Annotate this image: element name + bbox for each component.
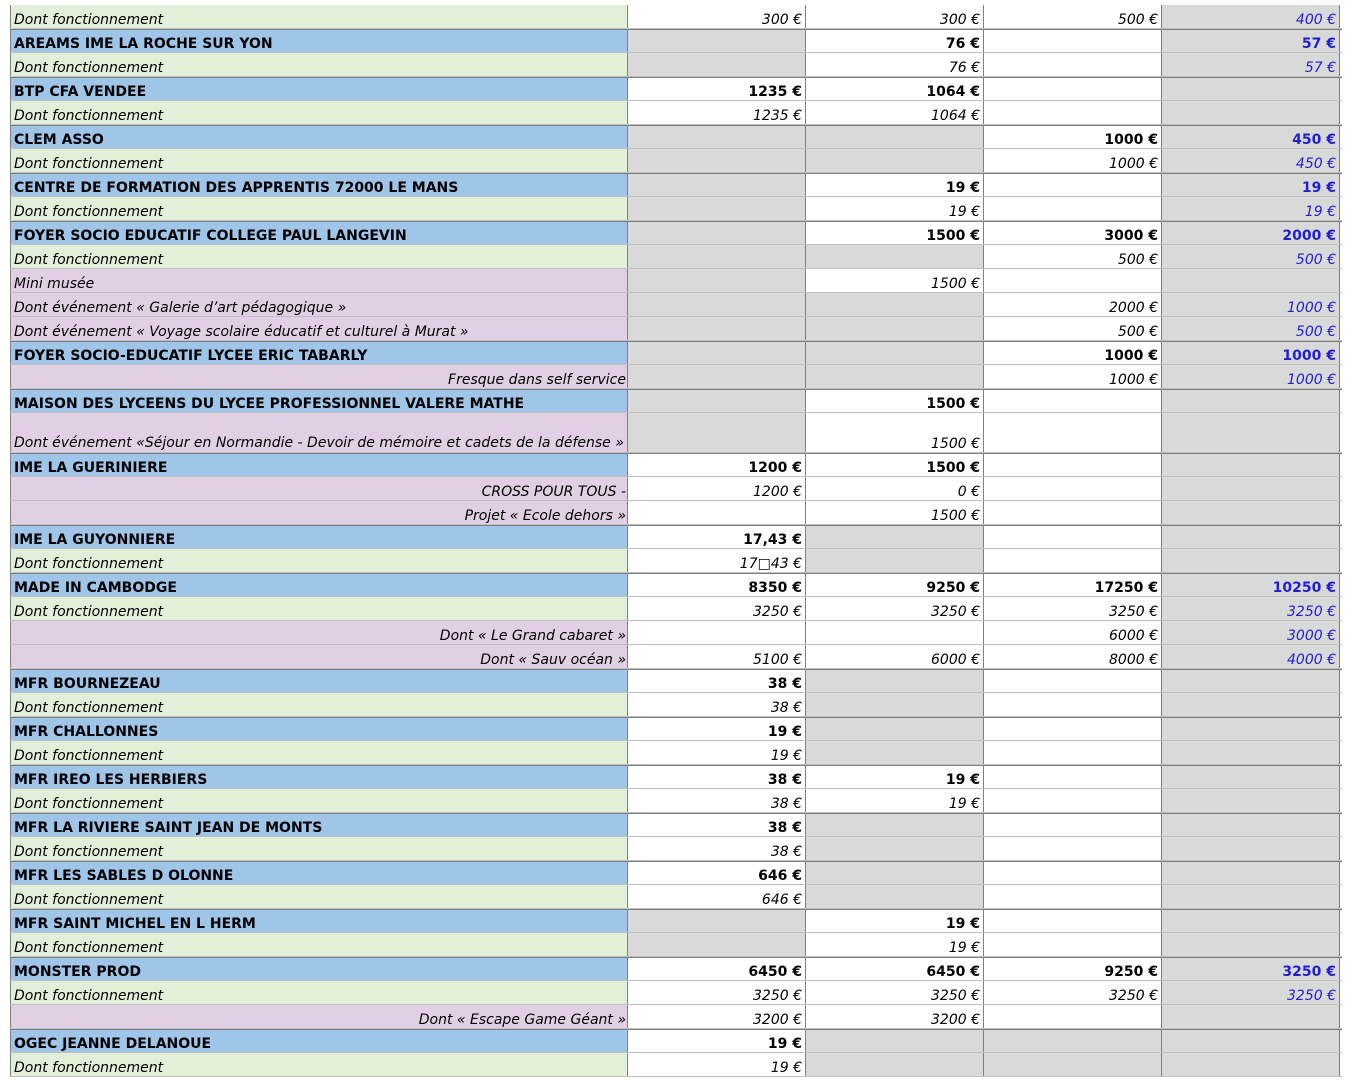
value-cell-col4[interactable]: 450 € bbox=[1162, 149, 1340, 172]
value-cell-col3[interactable] bbox=[984, 1005, 1162, 1028]
value-cell-col3[interactable] bbox=[984, 53, 1162, 76]
row-label[interactable]: IME LA GUERINIERE bbox=[10, 454, 628, 476]
value-cell-col2[interactable] bbox=[806, 549, 984, 572]
row-label[interactable]: Dont événement « Voyage scolaire éducatif et culturel à Murat » bbox=[10, 317, 628, 340]
value-cell-col2[interactable] bbox=[806, 526, 984, 548]
row-label[interactable]: FOYER SOCIO-EDUCATIF LYCEE ERIC TABARLY bbox=[10, 342, 628, 364]
value-cell-col3[interactable]: 1000 € bbox=[984, 149, 1162, 172]
row-label[interactable]: Dont fonctionnement bbox=[10, 837, 628, 860]
value-cell-col4[interactable] bbox=[1162, 1053, 1340, 1076]
value-cell-col1[interactable] bbox=[628, 342, 806, 364]
value-cell-col1[interactable]: 38 € bbox=[628, 789, 806, 812]
value-cell-col1[interactable]: 3250 € bbox=[628, 981, 806, 1004]
row-label[interactable]: Dont fonctionnement bbox=[10, 933, 628, 956]
value-cell-col1[interactable]: 3200 € bbox=[628, 1005, 806, 1028]
value-cell-col2[interactable] bbox=[806, 245, 984, 268]
value-cell-col1[interactable]: 1200 € bbox=[628, 454, 806, 476]
detail-row bbox=[10, 293, 1342, 317]
value-cell-col4[interactable]: 3250 € bbox=[1162, 981, 1340, 1004]
value-cell-col1[interactable]: 38 € bbox=[628, 837, 806, 860]
value-cell-col1[interactable] bbox=[628, 30, 806, 52]
detail-row bbox=[10, 477, 1342, 501]
value-cell-col4[interactable]: 3250 € bbox=[1162, 958, 1340, 980]
value-cell-col3[interactable] bbox=[984, 1053, 1162, 1076]
row-label[interactable]: MAISON DES LYCEENS DU LYCEE PROFESSIONNEL VALERE MATHE bbox=[10, 390, 628, 412]
value-cell-col3[interactable]: 1000 € bbox=[984, 365, 1162, 388]
value-cell-col3[interactable] bbox=[984, 1030, 1162, 1052]
value-cell-col4[interactable] bbox=[1162, 390, 1340, 412]
value-cell-col4[interactable] bbox=[1162, 885, 1340, 908]
value-cell-col3[interactable] bbox=[984, 933, 1162, 956]
organization-row bbox=[10, 77, 1342, 101]
value-cell-col2[interactable]: 300 € bbox=[806, 5, 984, 28]
organization-row bbox=[10, 573, 1342, 597]
value-cell-col2[interactable] bbox=[806, 741, 984, 764]
value-cell-col3[interactable] bbox=[984, 670, 1162, 692]
detail-row bbox=[10, 981, 1342, 1005]
value-cell-col1[interactable]: 1235 € bbox=[628, 101, 806, 124]
value-cell-col2[interactable] bbox=[806, 126, 984, 148]
value-cell-col2[interactable]: 1064 € bbox=[806, 78, 984, 100]
detail-row bbox=[10, 197, 1342, 221]
row-label[interactable]: Projet « Ecole dehors » bbox=[10, 501, 628, 524]
organization-row bbox=[10, 717, 1342, 741]
value-cell-col4[interactable]: 19 € bbox=[1162, 174, 1340, 196]
value-cell-col3[interactable] bbox=[984, 197, 1162, 220]
value-cell-col4[interactable] bbox=[1162, 101, 1340, 124]
value-cell-col4[interactable] bbox=[1162, 837, 1340, 860]
value-cell-col2[interactable]: 19 € bbox=[806, 910, 984, 932]
row-label[interactable]: IME LA GUYONNIERE bbox=[10, 526, 628, 548]
value-cell-col1[interactable]: 19 € bbox=[628, 1053, 806, 1076]
value-cell-col3[interactable]: 1000 € bbox=[984, 126, 1162, 148]
value-cell-col2[interactable] bbox=[806, 837, 984, 860]
detail-row bbox=[10, 53, 1342, 77]
value-cell-col4[interactable] bbox=[1162, 693, 1340, 716]
value-cell-col2[interactable] bbox=[806, 1030, 984, 1052]
value-cell-col2[interactable] bbox=[806, 1053, 984, 1076]
value-cell-col2[interactable] bbox=[806, 862, 984, 884]
value-cell-col1[interactable]: 17,43 € bbox=[628, 526, 806, 548]
detail-row bbox=[10, 621, 1342, 645]
value-cell-col3[interactable] bbox=[984, 693, 1162, 716]
value-cell-col2[interactable] bbox=[806, 718, 984, 740]
value-cell-col1[interactable]: 1235 € bbox=[628, 78, 806, 100]
row-label[interactable]: AREAMS IME LA ROCHE SUR YON bbox=[10, 30, 628, 52]
row-label[interactable]: Dont fonctionnement bbox=[10, 5, 628, 28]
value-cell-col1[interactable]: 38 € bbox=[628, 814, 806, 836]
value-cell-col4[interactable]: 1000 € bbox=[1162, 365, 1340, 388]
value-cell-col2[interactable]: 1064 € bbox=[806, 101, 984, 124]
value-cell-col2[interactable]: 3250 € bbox=[806, 597, 984, 620]
value-cell-col1[interactable] bbox=[628, 413, 806, 452]
value-cell-col1[interactable]: 8350 € bbox=[628, 574, 806, 596]
row-label[interactable]: Dont fonctionnement bbox=[10, 197, 628, 220]
value-cell-col1[interactable] bbox=[628, 245, 806, 268]
value-cell-col2[interactable]: 0 € bbox=[806, 477, 984, 500]
value-cell-col1[interactable]: 17□43 € bbox=[628, 549, 806, 572]
organization-row bbox=[10, 341, 1342, 365]
value-cell-col4[interactable]: 57 € bbox=[1162, 30, 1340, 52]
value-cell-col4[interactable] bbox=[1162, 862, 1340, 884]
value-cell-col2[interactable] bbox=[806, 365, 984, 388]
organization-row bbox=[10, 173, 1342, 197]
value-cell-col4[interactable] bbox=[1162, 933, 1340, 956]
value-cell-col4[interactable]: 3000 € bbox=[1162, 621, 1340, 644]
value-cell-col3[interactable]: 3250 € bbox=[984, 597, 1162, 620]
value-cell-col1[interactable] bbox=[628, 910, 806, 932]
row-label[interactable]: Dont fonctionnement bbox=[10, 101, 628, 124]
row-label[interactable]: Fresque dans self service bbox=[10, 365, 628, 388]
value-cell-col1[interactable] bbox=[628, 149, 806, 172]
detail-row bbox=[10, 549, 1342, 573]
value-cell-col4[interactable]: 1000 € bbox=[1162, 342, 1340, 364]
value-cell-col2[interactable] bbox=[806, 814, 984, 836]
detail-row bbox=[10, 149, 1342, 173]
row-label[interactable]: MONSTER PROD bbox=[10, 958, 628, 980]
value-cell-col2[interactable]: 6000 € bbox=[806, 645, 984, 668]
row-label[interactable]: MADE IN CAMBODGE bbox=[10, 574, 628, 596]
organization-row bbox=[10, 765, 1342, 789]
value-cell-col2[interactable]: 1500 € bbox=[806, 269, 984, 292]
value-cell-col3[interactable] bbox=[984, 390, 1162, 412]
value-cell-col4[interactable] bbox=[1162, 718, 1340, 740]
value-cell-col2[interactable]: 19 € bbox=[806, 197, 984, 220]
detail-row bbox=[10, 245, 1342, 269]
value-cell-col1[interactable]: 646 € bbox=[628, 862, 806, 884]
value-cell-col2[interactable]: 1500 € bbox=[806, 222, 984, 244]
value-cell-col2[interactable] bbox=[806, 293, 984, 316]
value-cell-col1[interactable]: 1200 € bbox=[628, 477, 806, 500]
value-cell-col3[interactable]: 500 € bbox=[984, 245, 1162, 268]
value-cell-col4[interactable] bbox=[1162, 413, 1340, 452]
detail-row bbox=[10, 837, 1342, 861]
row-label[interactable]: Dont « Sauv océan » bbox=[10, 645, 628, 668]
value-cell-col1[interactable]: 19 € bbox=[628, 1030, 806, 1052]
value-cell-col4[interactable] bbox=[1162, 1030, 1340, 1052]
value-cell-col3[interactable] bbox=[984, 766, 1162, 788]
organization-row bbox=[10, 29, 1342, 53]
value-cell-col1[interactable]: 38 € bbox=[628, 670, 806, 692]
value-cell-col1[interactable] bbox=[628, 269, 806, 292]
value-cell-col3[interactable] bbox=[984, 741, 1162, 764]
value-cell-col1[interactable] bbox=[628, 933, 806, 956]
row-label[interactable]: MFR LES SABLES D OLONNE bbox=[10, 862, 628, 884]
value-cell-col1[interactable] bbox=[628, 222, 806, 244]
value-cell-col1[interactable]: 6450 € bbox=[628, 958, 806, 980]
row-label[interactable]: Dont fonctionnement bbox=[10, 981, 628, 1004]
value-cell-col1[interactable]: 646 € bbox=[628, 885, 806, 908]
spreadsheet-table bbox=[10, 5, 1342, 1077]
value-cell-col3[interactable] bbox=[984, 501, 1162, 524]
value-cell-col1[interactable]: 300 € bbox=[628, 5, 806, 28]
value-cell-col1[interactable] bbox=[628, 365, 806, 388]
value-cell-col2[interactable]: 19 € bbox=[806, 789, 984, 812]
value-cell-col1[interactable] bbox=[628, 126, 806, 148]
value-cell-col3[interactable] bbox=[984, 174, 1162, 196]
value-cell-col3[interactable]: 17250 € bbox=[984, 574, 1162, 596]
detail-row bbox=[10, 101, 1342, 125]
value-cell-col2[interactable]: 1500 € bbox=[806, 390, 984, 412]
value-cell-col4[interactable] bbox=[1162, 269, 1340, 292]
value-cell-col3[interactable] bbox=[984, 549, 1162, 572]
row-label[interactable]: Dont fonctionnement bbox=[10, 741, 628, 764]
detail-row bbox=[10, 693, 1342, 717]
value-cell-col2[interactable]: 1500 € bbox=[806, 454, 984, 476]
value-cell-col3[interactable] bbox=[984, 885, 1162, 908]
value-cell-col2[interactable] bbox=[806, 342, 984, 364]
value-cell-col4[interactable]: 19 € bbox=[1162, 197, 1340, 220]
value-cell-col1[interactable]: 19 € bbox=[628, 741, 806, 764]
value-cell-col4[interactable]: 4000 € bbox=[1162, 645, 1340, 668]
value-cell-col2[interactable] bbox=[806, 621, 984, 644]
value-cell-col3[interactable] bbox=[984, 78, 1162, 100]
value-cell-col1[interactable]: 19 € bbox=[628, 718, 806, 740]
value-cell-col3[interactable] bbox=[984, 837, 1162, 860]
value-cell-col3[interactable]: 500 € bbox=[984, 5, 1162, 28]
row-label[interactable]: Dont « Escape Game Géant » bbox=[10, 1005, 628, 1028]
value-cell-col3[interactable]: 1000 € bbox=[984, 342, 1162, 364]
value-cell-col4[interactable]: 500 € bbox=[1162, 317, 1340, 340]
value-cell-col3[interactable]: 3000 € bbox=[984, 222, 1162, 244]
detail-row bbox=[10, 501, 1342, 525]
row-label[interactable]: CLEM ASSO bbox=[10, 126, 628, 148]
value-cell-col4[interactable]: 1000 € bbox=[1162, 293, 1340, 316]
value-cell-col4[interactable] bbox=[1162, 670, 1340, 692]
row-label[interactable]: Dont « Le Grand cabaret » bbox=[10, 621, 628, 644]
value-cell-col4[interactable]: 450 € bbox=[1162, 126, 1340, 148]
value-cell-col3[interactable] bbox=[984, 413, 1162, 452]
row-label[interactable]: Dont fonctionnement bbox=[10, 693, 628, 716]
value-cell-col1[interactable]: 38 € bbox=[628, 766, 806, 788]
value-cell-col1[interactable]: 38 € bbox=[628, 693, 806, 716]
row-label[interactable]: Dont fonctionnement bbox=[10, 149, 628, 172]
row-label[interactable]: Dont fonctionnement bbox=[10, 53, 628, 76]
value-cell-col3[interactable] bbox=[984, 526, 1162, 548]
detail-row bbox=[10, 5, 1342, 29]
row-label[interactable]: CENTRE DE FORMATION DES APPRENTIS 72000 LE MANS bbox=[10, 174, 628, 196]
organization-row bbox=[10, 221, 1342, 245]
row-label[interactable]: Dont fonctionnement bbox=[10, 245, 628, 268]
row-label[interactable]: Dont fonctionnement bbox=[10, 597, 628, 620]
value-cell-col3[interactable]: 9250 € bbox=[984, 958, 1162, 980]
value-cell-col2[interactable]: 19 € bbox=[806, 174, 984, 196]
organization-row bbox=[10, 957, 1342, 981]
value-cell-col3[interactable] bbox=[984, 454, 1162, 476]
value-cell-col4[interactable] bbox=[1162, 910, 1340, 932]
value-cell-col1[interactable]: 3250 € bbox=[628, 597, 806, 620]
value-cell-col2[interactable]: 1500 € bbox=[806, 501, 984, 524]
detail-row bbox=[10, 645, 1342, 669]
row-label[interactable]: MFR SAINT MICHEL EN L HERM bbox=[10, 910, 628, 932]
detail-row bbox=[10, 789, 1342, 813]
value-cell-col2[interactable]: 3250 € bbox=[806, 981, 984, 1004]
value-cell-col4[interactable] bbox=[1162, 501, 1340, 524]
value-cell-col2[interactable] bbox=[806, 317, 984, 340]
value-cell-col4[interactable] bbox=[1162, 454, 1340, 476]
row-label[interactable]: MFR CHALLONNES bbox=[10, 718, 628, 740]
value-cell-col3[interactable] bbox=[984, 30, 1162, 52]
row-label[interactable]: Dont événement « Galerie d’art pédagogique » bbox=[10, 293, 628, 316]
value-cell-col1[interactable] bbox=[628, 317, 806, 340]
value-cell-col2[interactable]: 76 € bbox=[806, 30, 984, 52]
value-cell-col4[interactable]: 10250 € bbox=[1162, 574, 1340, 596]
value-cell-col2[interactable]: 19 € bbox=[806, 933, 984, 956]
row-label[interactable]: BTP CFA VENDEE bbox=[10, 78, 628, 100]
detail-row bbox=[10, 413, 1342, 453]
value-cell-col1[interactable] bbox=[628, 174, 806, 196]
value-cell-col2[interactable]: 76 € bbox=[806, 53, 984, 76]
organization-row bbox=[10, 125, 1342, 149]
value-cell-col2[interactable]: 3200 € bbox=[806, 1005, 984, 1028]
value-cell-col3[interactable] bbox=[984, 789, 1162, 812]
value-cell-col3[interactable]: 6000 € bbox=[984, 621, 1162, 644]
value-cell-col1[interactable]: 5100 € bbox=[628, 645, 806, 668]
value-cell-col1[interactable] bbox=[628, 293, 806, 316]
detail-row bbox=[10, 933, 1342, 957]
value-cell-col3[interactable] bbox=[984, 814, 1162, 836]
row-label[interactable]: CROSS POUR TOUS - bbox=[10, 477, 628, 500]
row-label[interactable]: OGEC JEANNE DELANOUE bbox=[10, 1030, 628, 1052]
value-cell-col3[interactable] bbox=[984, 862, 1162, 884]
value-cell-col1[interactable] bbox=[628, 53, 806, 76]
detail-row bbox=[10, 365, 1342, 389]
detail-row bbox=[10, 269, 1342, 293]
value-cell-col2[interactable]: 19 € bbox=[806, 766, 984, 788]
value-cell-col3[interactable] bbox=[984, 269, 1162, 292]
value-cell-col4[interactable] bbox=[1162, 549, 1340, 572]
value-cell-col1[interactable] bbox=[628, 197, 806, 220]
row-label[interactable]: Dont fonctionnement bbox=[10, 789, 628, 812]
row-label[interactable]: Dont événement «Séjour en Normandie - Devoir de mémoire et cadets de la défense » bbox=[10, 413, 628, 452]
detail-row bbox=[10, 317, 1342, 341]
value-cell-col4[interactable]: 2000 € bbox=[1162, 222, 1340, 244]
organization-row bbox=[10, 389, 1342, 413]
detail-row bbox=[10, 1005, 1342, 1029]
value-cell-col4[interactable] bbox=[1162, 741, 1340, 764]
value-cell-col2[interactable] bbox=[806, 693, 984, 716]
detail-row bbox=[10, 741, 1342, 765]
organization-row bbox=[10, 669, 1342, 693]
row-label[interactable]: FOYER SOCIO EDUCATIF COLLEGE PAUL LANGEVIN bbox=[10, 222, 628, 244]
value-cell-col2[interactable]: 6450 € bbox=[806, 958, 984, 980]
value-cell-col1[interactable] bbox=[628, 621, 806, 644]
detail-row bbox=[10, 885, 1342, 909]
value-cell-col4[interactable]: 3250 € bbox=[1162, 597, 1340, 620]
value-cell-col3[interactable] bbox=[984, 477, 1162, 500]
row-label[interactable]: Mini musée bbox=[10, 269, 628, 292]
value-cell-col4[interactable]: 400 € bbox=[1162, 5, 1340, 28]
detail-row bbox=[10, 597, 1342, 621]
value-cell-col2[interactable]: 1500 € bbox=[806, 413, 984, 452]
value-cell-col4[interactable]: 500 € bbox=[1162, 245, 1340, 268]
value-cell-col4[interactable] bbox=[1162, 78, 1340, 100]
value-cell-col2[interactable] bbox=[806, 670, 984, 692]
value-cell-col4[interactable] bbox=[1162, 1005, 1340, 1028]
organization-row bbox=[10, 525, 1342, 549]
row-label[interactable]: Dont fonctionnement bbox=[10, 1053, 628, 1076]
value-cell-col3[interactable]: 3250 € bbox=[984, 981, 1162, 1004]
value-cell-col3[interactable]: 8000 € bbox=[984, 645, 1162, 668]
value-cell-col4[interactable] bbox=[1162, 814, 1340, 836]
value-cell-col1[interactable] bbox=[628, 390, 806, 412]
row-label[interactable]: Dont fonctionnement bbox=[10, 885, 628, 908]
value-cell-col2[interactable] bbox=[806, 885, 984, 908]
value-cell-col4[interactable] bbox=[1162, 477, 1340, 500]
value-cell-col3[interactable]: 2000 € bbox=[984, 293, 1162, 316]
organization-row bbox=[10, 1029, 1342, 1053]
organization-row bbox=[10, 861, 1342, 885]
row-label[interactable]: MFR IREO LES HERBIERS bbox=[10, 766, 628, 788]
value-cell-col1[interactable] bbox=[628, 501, 806, 524]
detail-row bbox=[10, 1053, 1342, 1077]
row-label[interactable]: Dont fonctionnement bbox=[10, 549, 628, 572]
organization-row bbox=[10, 453, 1342, 477]
value-cell-col3[interactable] bbox=[984, 910, 1162, 932]
organization-row bbox=[10, 909, 1342, 933]
value-cell-col4[interactable] bbox=[1162, 766, 1340, 788]
row-label[interactable]: MFR BOURNEZEAU bbox=[10, 670, 628, 692]
value-cell-col2[interactable]: 9250 € bbox=[806, 574, 984, 596]
organization-row bbox=[10, 813, 1342, 837]
value-cell-col3[interactable] bbox=[984, 101, 1162, 124]
value-cell-col3[interactable] bbox=[984, 718, 1162, 740]
value-cell-col4[interactable] bbox=[1162, 789, 1340, 812]
value-cell-col3[interactable]: 500 € bbox=[984, 317, 1162, 340]
row-label[interactable]: MFR LA RIVIERE SAINT JEAN DE MONTS bbox=[10, 814, 628, 836]
value-cell-col4[interactable] bbox=[1162, 526, 1340, 548]
value-cell-col2[interactable] bbox=[806, 149, 984, 172]
value-cell-col4[interactable]: 57 € bbox=[1162, 53, 1340, 76]
